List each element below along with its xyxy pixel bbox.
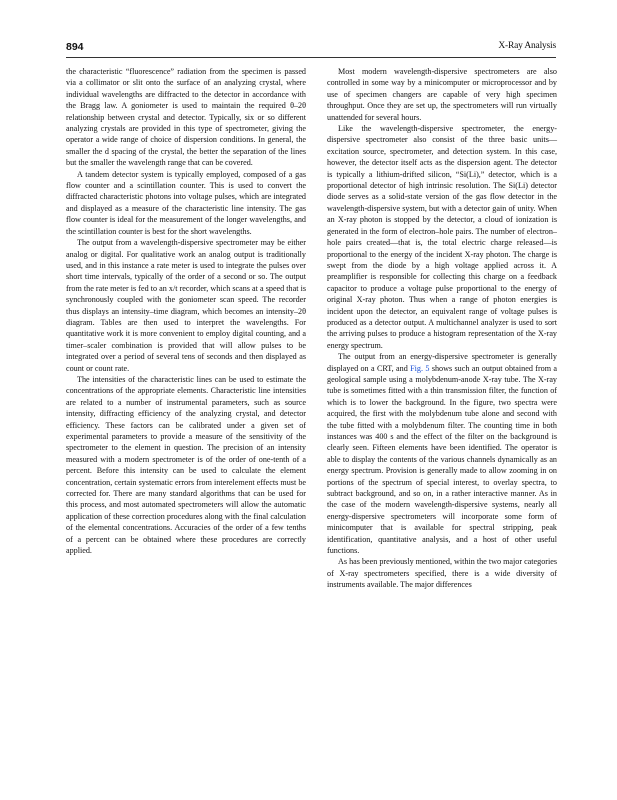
running-title: X-Ray Analysis <box>498 41 556 51</box>
paragraph: The output from a wavelength-dispersive spectrometer may be either analog or digital. For qualitative work an analog output is traditionally used, and in this instance a rate meter is used to integrate the pulses over short time intervals, typically of the order of a second or so. The output from the rate meter is fed to an x/t recorder, which scans at a speed that is synchronously coupled with the goniometer scan speed. The recorder thus displays an intensity–time diagram, which becomes an intensity–2θ diagram. Tables are then used to interpret the wavelengths. For quantitative work it is more convenient to employ digital counting, and a timer–scaler combination is provided that will allow pulses to be integrated over a period of several tens of seconds and then displayed as count or count rate. <box>66 238 306 373</box>
paragraph-text: The output from an energy-dispersive spectrometer is generally displayed on a CRT, and <box>327 352 557 373</box>
page-header <box>66 41 556 55</box>
paragraph-text: shows such an output obtained from a geological sample using a molybdenum-anode X-ray tube. The X-ray tube is sometimes fitted with a thin transmission filter, the function of which is to lower the background. In the figure, two spectra were acquired, the first with the molybdenum tube alone and second with the tube fitted with a molybdenum filter. The counting time in both instances was 400 s and the effect of the filter on the background is clearly seen. Fifteen elements have been identified. The operator is able to display the contents of the various channels dynamically as an energy spectrum. Provision is generally made to allow zooming in on portions of the spectrum of special interest, to overlay spectra, to subtract background, and so on, in a rather interactive manner. As in the case of the modern wavelength-dispersive systems, nearly all energy-dispersive spectrometers will incorporate some form of minicomputer that is available for spectral stripping, peak identification, quantitative analysis, and a host of other useful functions. <box>327 363 557 556</box>
paragraph <box>327 351 557 556</box>
paragraph: A tandem detector system is typically employed, composed of a gas flow counter and a scintillation counter. This is used to convert the diffracted characteristic photons into voltage pulses, which are integrated and displayed as a measure of the characteristic line intensity. The gas flow counter is ideal for the measurement of the longer wavelengths, and the scintillation counter is best for the short wavelengths. <box>66 169 306 236</box>
paragraph: Most modern wavelength-dispersive spectrometers are also controlled in some way by a minicomputer or microprocessor and by use of specimen changers are capable of very high specimen throughput. Once they are set up, the spectrometers will run virtually unattended for several hours. <box>327 67 557 122</box>
paragraph: The intensities of the characteristic lines can be used to estimate the concentrations of the appropriate elements. Characteristic line intensities are related to a number of instrumental parameters, such as source intensity, diffracting efficiency of the analyzing crystal, and detector efficiency. These factors can be calibrated under a given set of experimental parameters to provide a measure of the sensitivity of the spectrometer to the element in question. The precision of an intensity measured with a modern spectrometer is of the order of one-tenth of a percent. Before this intensity can be used to calculate the element concentration, certain systematic errors from interelement effects must be corrected for. There are many standard algorithms that can be used for this process, and most automated spectrometers will allow the automatic application of these correction procedures along with the final calculation of the elemental concentrations. Accuracies of the order of a few tenths of a percent can be obtained where these procedures are correctly applied. <box>66 374 306 556</box>
right-column <box>327 66 557 591</box>
paragraph: As has been previously mentioned, within the two major categories of X-ray spectrometers specified, there is a wide diversity of instruments available. The major differences <box>327 557 557 590</box>
left-column <box>66 66 306 556</box>
figure-link[interactable]: Fig. 5 <box>410 363 430 373</box>
paragraph: Like the wavelength-dispersive spectrometer, the energy-dispersive spectrometer also consist of the three basic units—excitation source, spectrometer, and detection system. In this case, however, the detector itself acts as the dispersion agent. The detector is typically a lithium-drifted silicon, “Si(Li),” detector, which is a proportional detector of high intrinsic resolution. The Si(Li) detector diode serves as a solid-state version of the gas flow detector in the wavelength-dispersive system, but with a detector gain of unity. When an X-ray photon is stopped by the detector, a cloud of ionization is generated in the form of electron–hole pairs. The number of electron–hole pairs created—that is, the total electric charge released—is proportional to the energy of the incident X-ray photon. The charge is swept from the diode by a high voltage applied across it. A preamplifier is responsible for collecting this charge on a feedback capacitor to produce a voltage pulse proportional to the energy of original X-ray photon. Thus when a range of photon energies is incident upon the detector, an equivalent range of voltage pulses is produced as a detector output. A multichannel analyzer is used to sort the arriving pulses to produce a histogram representation of the X-ray energy spectrum. <box>327 124 557 350</box>
paragraph: the characteristic “fluorescence” radiation from the specimen is passed via a collimator or slit onto the surface of an analyzing crystal, where individual wavelengths are diffracted to the detector in accordance with the Bragg law. A goniometer is used to maintain the required θ–2θ relationship between crystal and detector. Typically, six or so different analyzing crystals are provided in this type of spectrometer, giving the operator a wide range of choice of dispersion conditions. In general, the smaller the d spacing of the crystal, the better the separation of the lines but the smaller the wavelength range that can be covered. <box>66 67 306 168</box>
header-rule <box>66 57 556 58</box>
page-number: 894 <box>66 41 84 53</box>
